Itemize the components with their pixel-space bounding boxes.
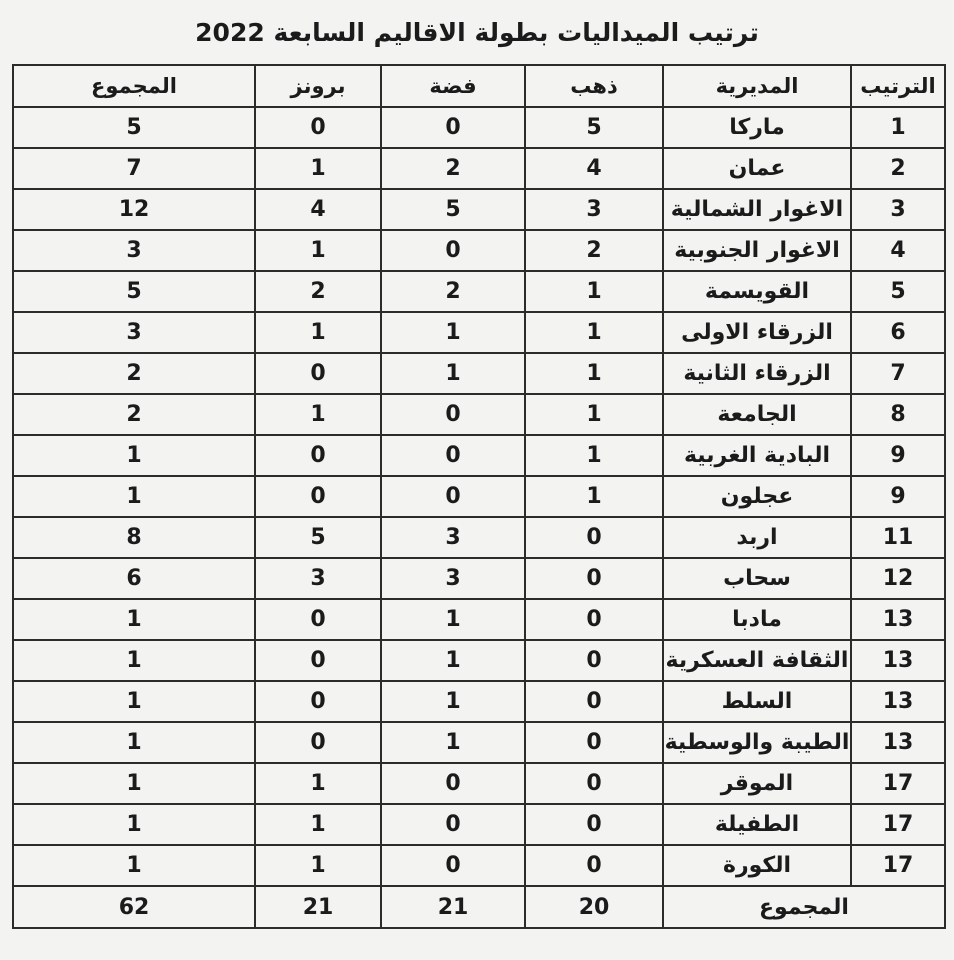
cell-directorate: اربد: [663, 517, 851, 558]
medal-table: [12, 64, 946, 929]
totals-label: المجموع: [663, 886, 945, 928]
cell-directorate: الطفيلة: [663, 804, 851, 845]
cell-directorate: الزرقاء الاولى: [663, 312, 851, 353]
table-row: [13, 845, 945, 886]
cell-rank: 4: [851, 230, 945, 271]
cell-gold: 0: [525, 640, 663, 681]
cell-gold: 4: [525, 148, 663, 189]
cell-total: 6: [13, 558, 255, 599]
table-row: [13, 230, 945, 271]
cell-bronze: 0: [255, 353, 381, 394]
cell-directorate: البادية الغربية: [663, 435, 851, 476]
table-row: [13, 353, 945, 394]
cell-silver: 1: [381, 599, 525, 640]
cell-bronze: 4: [255, 189, 381, 230]
cell-total: 7: [13, 148, 255, 189]
cell-gold: 0: [525, 804, 663, 845]
cell-total: 1: [13, 763, 255, 804]
cell-silver: 0: [381, 107, 525, 148]
cell-silver: 1: [381, 640, 525, 681]
cell-gold: 1: [525, 353, 663, 394]
cell-rank: 1: [851, 107, 945, 148]
cell-gold: 0: [525, 763, 663, 804]
cell-bronze: 0: [255, 640, 381, 681]
cell-total: 1: [13, 681, 255, 722]
cell-gold: 0: [525, 722, 663, 763]
header-silver: فضة: [381, 65, 525, 107]
cell-rank: 8: [851, 394, 945, 435]
cell-bronze: 0: [255, 599, 381, 640]
cell-silver: 0: [381, 763, 525, 804]
cell-rank: 13: [851, 640, 945, 681]
cell-gold: 1: [525, 394, 663, 435]
cell-bronze: 0: [255, 681, 381, 722]
header-directorate: المديرية: [663, 65, 851, 107]
cell-rank: 7: [851, 353, 945, 394]
totals-silver: 21: [381, 886, 525, 928]
cell-total: 5: [13, 271, 255, 312]
cell-directorate: الطيبة والوسطية: [663, 722, 851, 763]
cell-directorate: الاغوار الشمالية: [663, 189, 851, 230]
cell-gold: 0: [525, 558, 663, 599]
cell-silver: 3: [381, 517, 525, 558]
header-gold: ذهب: [525, 65, 663, 107]
cell-rank: 11: [851, 517, 945, 558]
cell-silver: 5: [381, 189, 525, 230]
table-row: [13, 476, 945, 517]
table-row: [13, 804, 945, 845]
totals-gold: 20: [525, 886, 663, 928]
cell-total: 1: [13, 845, 255, 886]
cell-silver: 1: [381, 353, 525, 394]
cell-gold: 1: [525, 271, 663, 312]
cell-silver: 3: [381, 558, 525, 599]
cell-total: 2: [13, 353, 255, 394]
header-row: [13, 65, 945, 107]
table-row: [13, 517, 945, 558]
cell-rank: 12: [851, 558, 945, 599]
cell-gold: 3: [525, 189, 663, 230]
cell-rank: 9: [851, 476, 945, 517]
cell-gold: 0: [525, 845, 663, 886]
table-row: [13, 640, 945, 681]
cell-rank: 13: [851, 722, 945, 763]
cell-silver: 1: [381, 312, 525, 353]
cell-silver: 0: [381, 804, 525, 845]
cell-total: 8: [13, 517, 255, 558]
cell-rank: 9: [851, 435, 945, 476]
table-row: [13, 435, 945, 476]
cell-silver: 1: [381, 681, 525, 722]
totals-total: 62: [13, 886, 255, 928]
cell-directorate: الجامعة: [663, 394, 851, 435]
cell-bronze: 1: [255, 763, 381, 804]
cell-directorate: الموقر: [663, 763, 851, 804]
cell-silver: 1: [381, 722, 525, 763]
cell-silver: 0: [381, 394, 525, 435]
table-row: [13, 558, 945, 599]
cell-gold: 0: [525, 681, 663, 722]
cell-bronze: 0: [255, 476, 381, 517]
cell-total: 3: [13, 312, 255, 353]
cell-directorate: عجلون: [663, 476, 851, 517]
cell-total: 1: [13, 476, 255, 517]
cell-bronze: 1: [255, 230, 381, 271]
cell-rank: 17: [851, 804, 945, 845]
cell-total: 2: [13, 394, 255, 435]
cell-silver: 2: [381, 271, 525, 312]
table-row: [13, 271, 945, 312]
header-rank: الترتيب: [851, 65, 945, 107]
cell-total: 1: [13, 640, 255, 681]
cell-bronze: 0: [255, 107, 381, 148]
cell-bronze: 5: [255, 517, 381, 558]
cell-gold: 1: [525, 435, 663, 476]
table-row: [13, 763, 945, 804]
cell-total: 1: [13, 599, 255, 640]
cell-bronze: 1: [255, 804, 381, 845]
table-row: [13, 681, 945, 722]
cell-silver: 0: [381, 476, 525, 517]
cell-total: 1: [13, 435, 255, 476]
table-row: [13, 312, 945, 353]
cell-bronze: 1: [255, 148, 381, 189]
cell-silver: 0: [381, 230, 525, 271]
cell-silver: 0: [381, 435, 525, 476]
cell-rank: 6: [851, 312, 945, 353]
cell-directorate: القويسمة: [663, 271, 851, 312]
cell-silver: 0: [381, 845, 525, 886]
cell-bronze: 0: [255, 435, 381, 476]
cell-bronze: 0: [255, 722, 381, 763]
header-total: المجموع: [13, 65, 255, 107]
cell-directorate: السلط: [663, 681, 851, 722]
cell-total: 5: [13, 107, 255, 148]
cell-gold: 1: [525, 476, 663, 517]
table-row: [13, 394, 945, 435]
table-row: [13, 599, 945, 640]
cell-directorate: عمان: [663, 148, 851, 189]
cell-total: 12: [13, 189, 255, 230]
cell-directorate: الزرقاء الثانية: [663, 353, 851, 394]
page-title: ترتيب الميداليات بطولة الاقاليم السابعة 2022: [195, 18, 759, 47]
cell-rank: 13: [851, 681, 945, 722]
cell-gold: 5: [525, 107, 663, 148]
cell-directorate: الكورة: [663, 845, 851, 886]
totals-bronze: 21: [255, 886, 381, 928]
cell-directorate: مادبا: [663, 599, 851, 640]
cell-total: 3: [13, 230, 255, 271]
cell-silver: 2: [381, 148, 525, 189]
cell-rank: 13: [851, 599, 945, 640]
totals-row: [13, 886, 945, 928]
cell-bronze: 1: [255, 845, 381, 886]
cell-rank: 3: [851, 189, 945, 230]
cell-bronze: 1: [255, 394, 381, 435]
table-row: [13, 148, 945, 189]
cell-gold: 1: [525, 312, 663, 353]
table-row: [13, 722, 945, 763]
header-bronze: برونز: [255, 65, 381, 107]
cell-bronze: 3: [255, 558, 381, 599]
cell-rank: 17: [851, 845, 945, 886]
cell-total: 1: [13, 804, 255, 845]
cell-gold: 0: [525, 517, 663, 558]
cell-rank: 17: [851, 763, 945, 804]
cell-directorate: الاغوار الجنوبية: [663, 230, 851, 271]
cell-bronze: 1: [255, 312, 381, 353]
table-row: [13, 107, 945, 148]
table-row: [13, 189, 945, 230]
cell-gold: 2: [525, 230, 663, 271]
cell-total: 1: [13, 722, 255, 763]
cell-gold: 0: [525, 599, 663, 640]
cell-rank: 2: [851, 148, 945, 189]
cell-bronze: 2: [255, 271, 381, 312]
cell-directorate: ماركا: [663, 107, 851, 148]
cell-rank: 5: [851, 271, 945, 312]
cell-directorate: سحاب: [663, 558, 851, 599]
cell-directorate: الثقافة العسكرية: [663, 640, 851, 681]
